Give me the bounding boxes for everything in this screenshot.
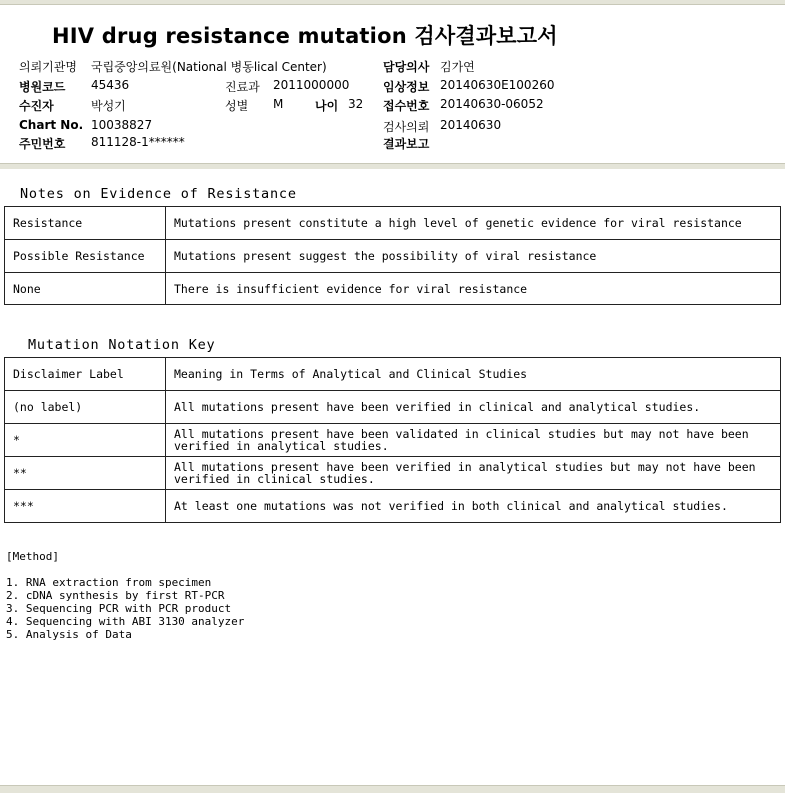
key-text-cell: At least one mutations was not verified in both clinical and analytical studies. xyxy=(166,490,781,523)
key-row-three-star xyxy=(5,490,781,523)
key-text-cell: All mutations present have been validated in clinical studies but may not have been verified in analytical studies. xyxy=(166,424,781,457)
notes-row-possible-resistance xyxy=(5,240,781,273)
hospital-code-label: 병원코드 xyxy=(19,80,66,94)
doctor-value: 김가연 xyxy=(440,60,475,74)
section-divider-bar xyxy=(0,163,785,169)
sex-value: M xyxy=(273,97,284,111)
key-row-two-star xyxy=(5,457,781,490)
key-label-cell: * xyxy=(5,424,166,457)
method-step: 5. Analysis of Data xyxy=(6,628,132,641)
age-label: 나이 xyxy=(315,99,339,113)
key-row-one-star xyxy=(5,424,781,457)
request-value: 20140630 xyxy=(440,118,502,132)
notes-text-cell: Mutations present suggest the possibility of viral resistance xyxy=(166,240,781,273)
key-text-cell: All mutations present have been verified in analytical studies but may not have been verified in clinical studies. xyxy=(166,457,781,490)
department-value: 2011000000 xyxy=(273,78,350,92)
department-label: 진료과 xyxy=(225,80,260,94)
resident-no-value: 811128-1****** xyxy=(91,135,185,149)
key-label-cell: *** xyxy=(5,490,166,523)
key-header-row xyxy=(5,358,781,391)
key-table xyxy=(4,357,781,523)
notes-text-cell: Mutations present constitute a high level of genetic evidence for viral resistance xyxy=(166,207,781,240)
key-section-title: Mutation Notation Key xyxy=(28,337,216,353)
key-text-cell: Meaning in Terms of Analytical and Clinical Studies xyxy=(166,358,781,391)
clinical-info-value: 20140630E100260 xyxy=(440,78,555,92)
key-row-no-label xyxy=(5,391,781,424)
report-title: HIV drug resistance mutation 검사결과보고서 xyxy=(52,24,558,48)
key-text-cell: All mutations present have been verified in clinical and analytical studies. xyxy=(166,391,781,424)
sex-label: 성별 xyxy=(225,99,249,113)
key-label-cell: ** xyxy=(5,457,166,490)
chart-no-value: 10038827 xyxy=(91,118,153,132)
notes-label-cell: Possible Resistance xyxy=(5,240,166,273)
key-label-cell: Disclaimer Label xyxy=(5,358,166,391)
clinical-info-label: 임상정보 xyxy=(383,80,430,94)
key-label-cell: (no label) xyxy=(5,391,166,424)
resident-no-label: 주민번호 xyxy=(19,137,66,151)
method-title: [Method] xyxy=(6,550,59,563)
top-border-bar xyxy=(0,0,785,5)
notes-text-cell: There is insufficient evidence for viral resistance xyxy=(166,273,781,305)
notes-table xyxy=(4,206,781,305)
result-report-label: 결과보고 xyxy=(383,137,430,151)
institution-value: 국립중앙의료원(National 병동lical Center) xyxy=(91,60,327,74)
method-step: 4. Sequencing with ABI 3130 analyzer xyxy=(6,615,245,628)
receipt-no-label: 접수번호 xyxy=(383,99,430,113)
method-step: 2. cDNA synthesis by first RT-PCR xyxy=(6,589,225,602)
chart-no-label: Chart No. xyxy=(19,118,84,132)
notes-label-cell: Resistance xyxy=(5,207,166,240)
receipt-no-value: 20140630-06052 xyxy=(440,97,544,111)
doctor-label: 담당의사 xyxy=(383,60,430,74)
method-step: 1. RNA extraction from specimen xyxy=(6,576,212,589)
notes-label-cell: None xyxy=(5,273,166,305)
hospital-code-value: 45436 xyxy=(91,78,130,92)
patient-name-value: 박성기 xyxy=(91,99,126,113)
notes-section-title: Notes on Evidence of Resistance xyxy=(20,186,297,202)
age-value: 32 xyxy=(348,97,364,111)
institution-label: 의뢰기관명 xyxy=(19,60,77,74)
patient-name-label: 수진자 xyxy=(19,99,54,113)
request-label: 검사의뢰 xyxy=(383,120,430,134)
method-step: 3. Sequencing PCR with PCR product xyxy=(6,602,232,615)
notes-row-none xyxy=(5,273,781,305)
notes-row-resistance xyxy=(5,207,781,240)
